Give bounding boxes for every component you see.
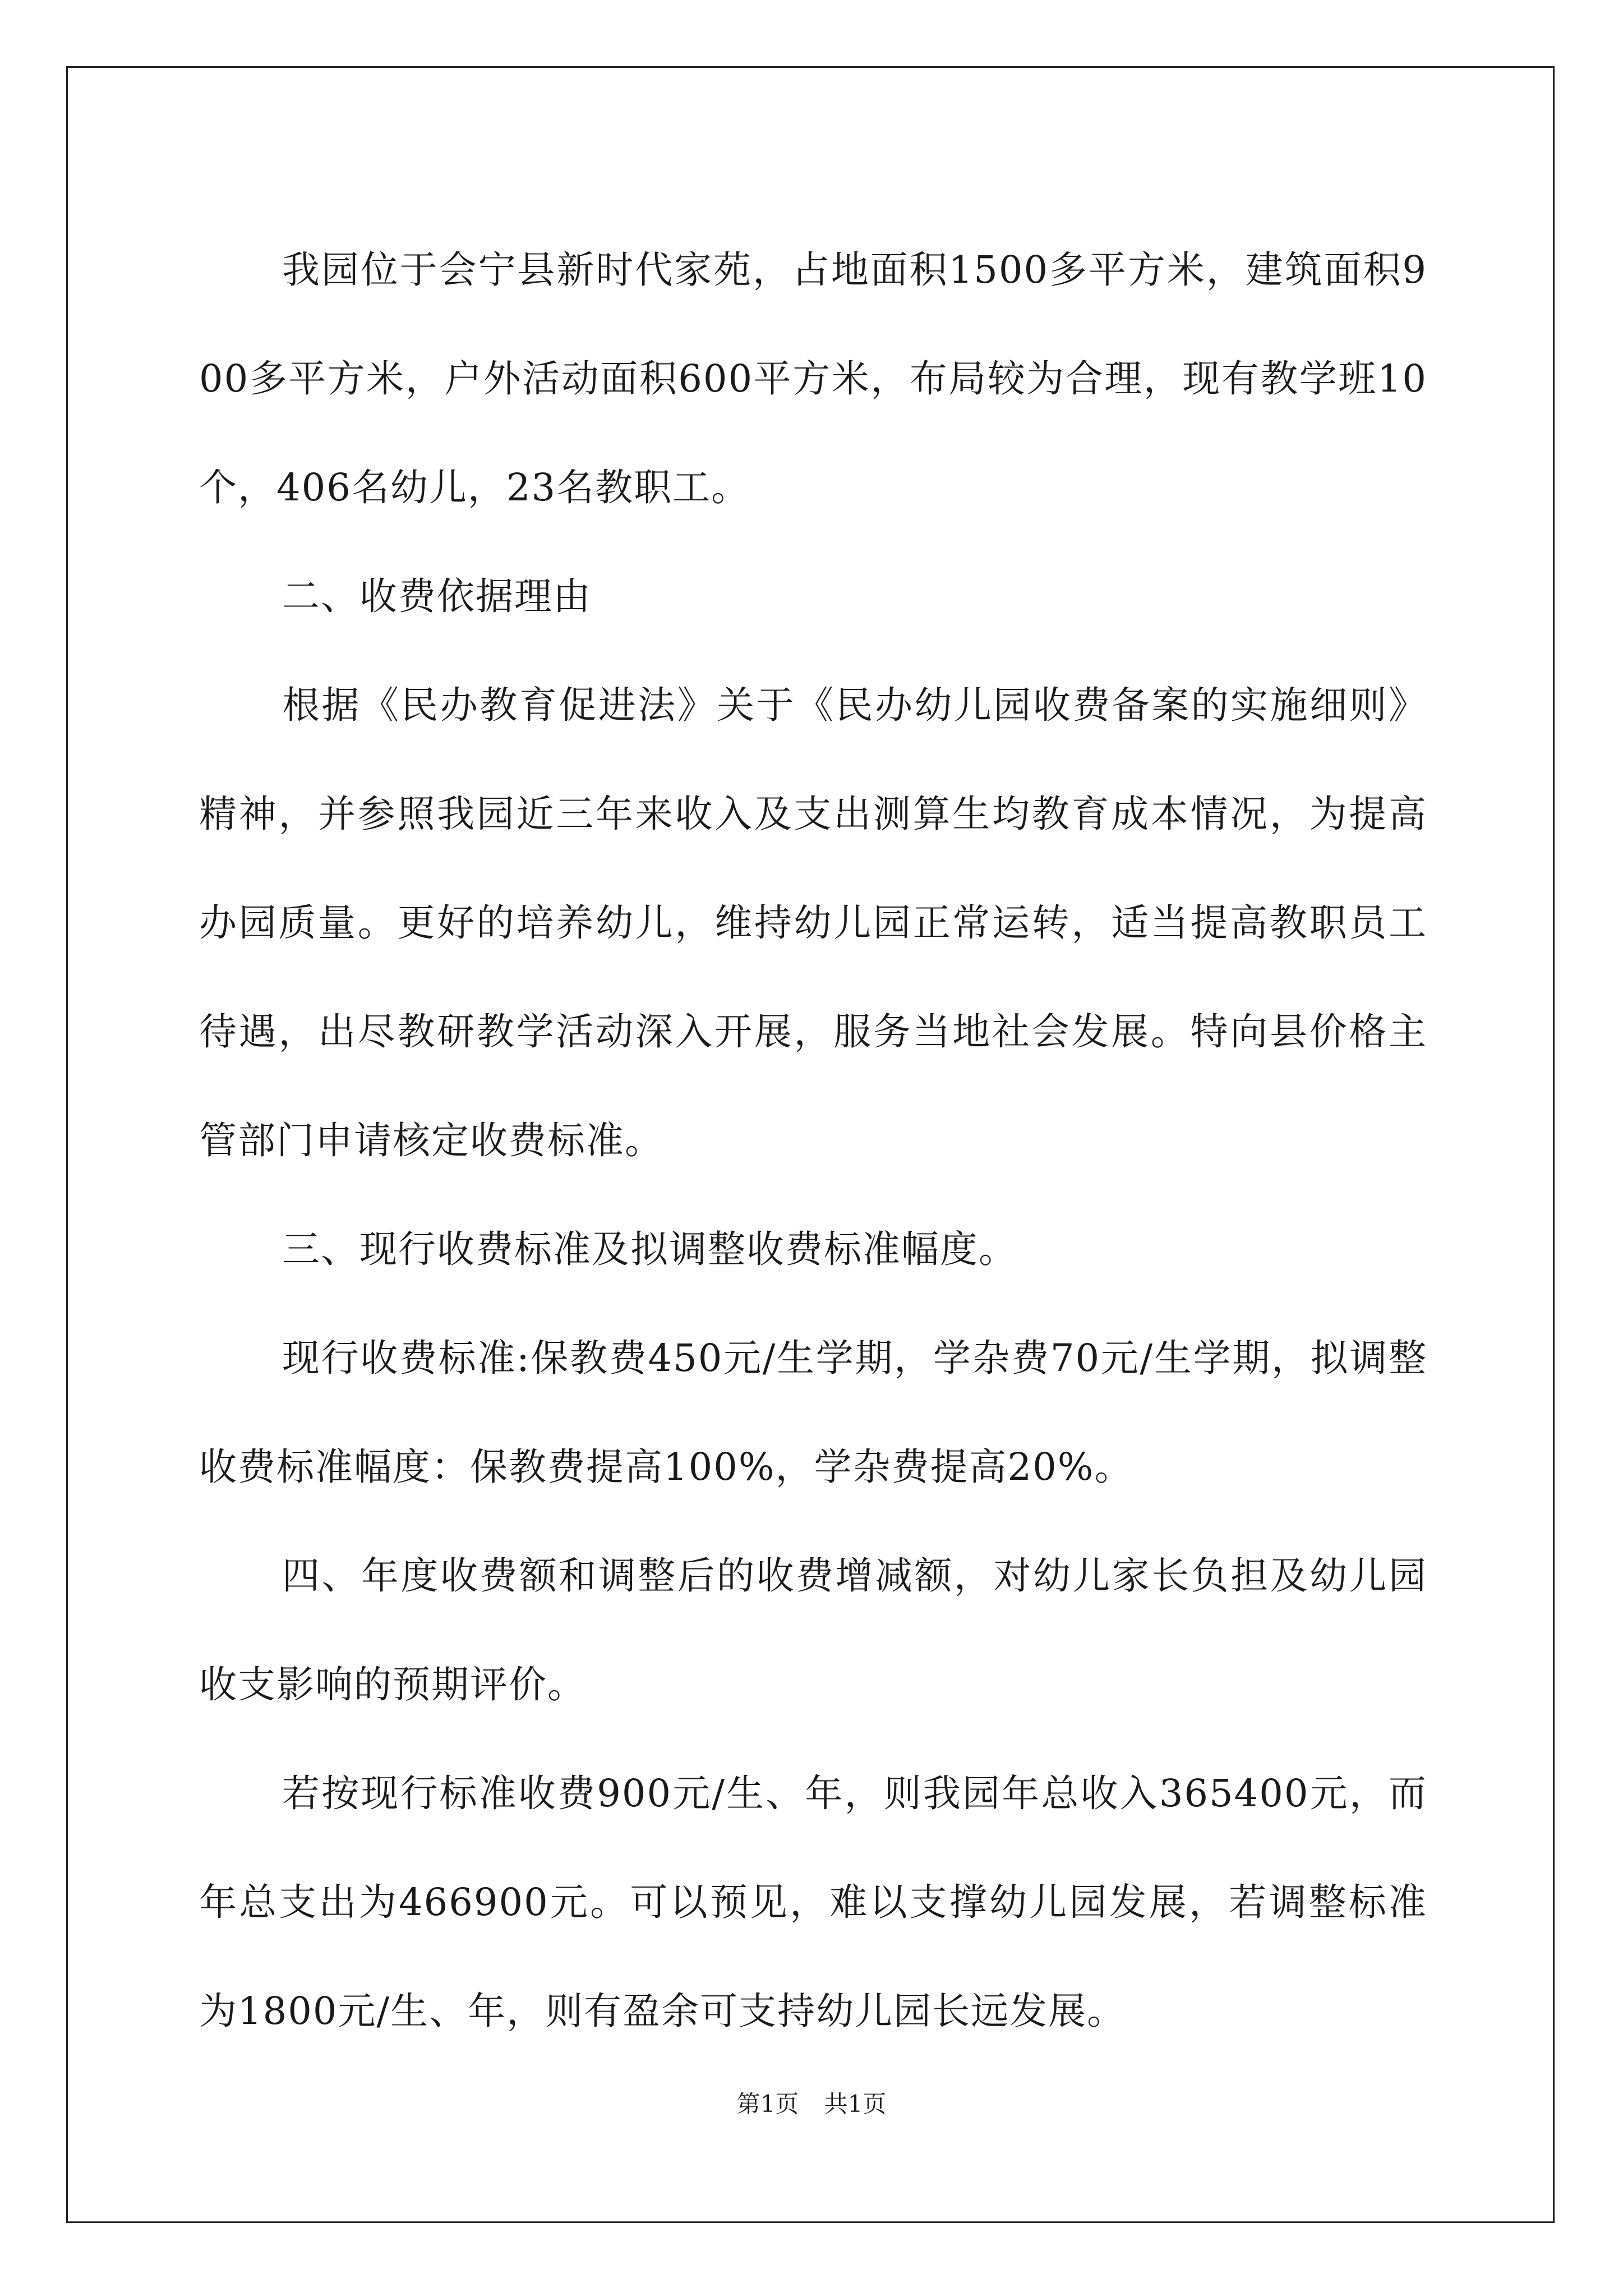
paragraph-intro: 我园位于会宁县新时代家苑，占地面积1500多平方米，建筑面积900多平方米，户外活动面积600平方米，布局较为合理，现有教学班10个，406名幼儿，23名教职工。: [199, 248, 1427, 509]
document-body: [199, 215, 1427, 2065]
page-total: 共1页: [824, 2090, 887, 2118]
section-heading-2: 二、收费依据理由: [282, 574, 592, 618]
section-heading-4: 四、年度收费额和调整后的收费增减额，对幼儿家长负担及幼儿园收支影响的预期评价。: [199, 1554, 1427, 1706]
page-number: 第1页: [736, 2090, 799, 2118]
paragraph-current-fees: 现行收费标准:保教费450元/生学期，学杂费70元/生学期，拟调整收费标准幅度：保教费提高100%，学杂费提高20%。: [199, 1336, 1427, 1489]
section-heading-3: 三、现行收费标准及拟调整收费标准幅度。: [282, 1227, 1017, 1271]
paragraph-basis: 根据《民办教育促进法》关于《民办幼儿园收费备案的实施细则》精神，并参照我园近三年来收入及支出测算生均教育成本情况，为提高办园质量。更好的培养幼儿，维持幼儿园正常运转，适当提高教职员工待遇，出尽教研教学活动深入开展，服务当地社会发展。特向县价格主管部门申请核定收费标准。: [199, 683, 1427, 1162]
paragraph-evaluation: 若按现行标准收费900元/生、年，则我园年总收入365400元，而年总支出为466900元。可以预见，难以支撑幼儿园发展，若调整标准为1800元/生、年，则有盈余可支持幼儿园长远发展。: [199, 1772, 1427, 2033]
page-footer: [0, 2086, 1623, 2119]
